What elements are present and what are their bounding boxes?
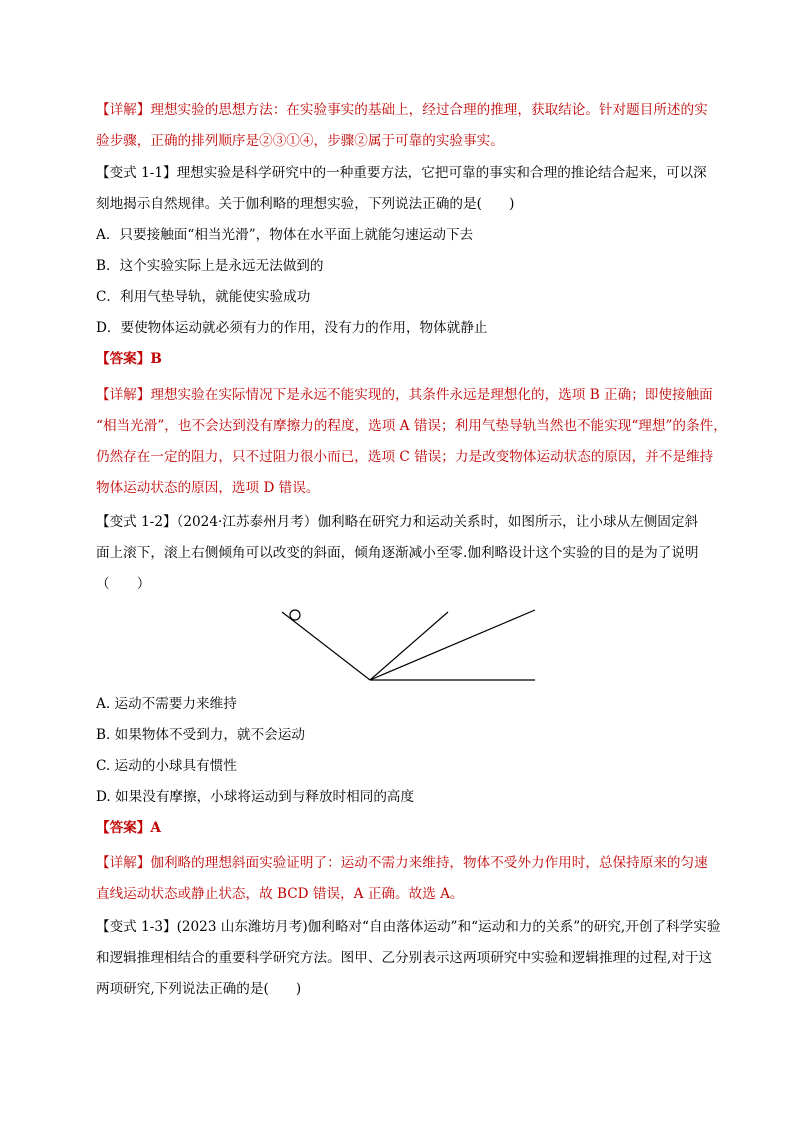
question-1-2 [96, 507, 736, 600]
text-line: 两项研究,下列说法正确的是( ) [96, 981, 302, 997]
text-line: 物体运动状态的原因，选项 D 错误。 [96, 480, 320, 496]
option-b: B. 如果物体不受到力，就不会运动 [96, 727, 305, 743]
option-d: D．要使物体运动就必须有力的作用，没有力的作用，物体就静止 [96, 320, 488, 336]
text-line: 仍然存在一定的阻力，只不过阻力很小而已，选项 C 错误；力是改变物体运动状态的原因，并不是维持 [96, 449, 714, 465]
text-line: 和逻辑推理相结合的重要科学研究方法。图甲、乙分别表示这两项研究中实验和逻辑推理的过程,对于这 [96, 950, 713, 966]
text-line: 直线运动状态或静止状态，故 BCD 错误，A 正确。故选 A。 [96, 886, 464, 902]
text-line: 【详解】理想实验的思想方法：在实验事实的基础上，经过合理的推理，获取结论。针对题目所述的实 [96, 102, 708, 118]
explanation-1 [96, 95, 736, 157]
text-line: 面上滚下，滚上右侧倾角可以改变的斜面，倾角逐渐减小至零.伽利略设计这个实验的目的是为了说明 [96, 545, 699, 561]
option-b: B．这个实验实际上是永远无法做到的 [96, 258, 324, 274]
option-d: D. 如果没有摩擦，小球将运动到与释放时相同的高度 [96, 789, 415, 805]
right-incline-shallow [370, 610, 535, 680]
option-a: A. 运动不需要力来维持 [96, 696, 237, 712]
question-1-3 [96, 912, 736, 1005]
text-line: （ ） [96, 576, 151, 592]
explanation-2 [96, 380, 736, 504]
left-incline [282, 612, 370, 680]
option-c: C．利用气垫导轨，就能使实验成功 [96, 289, 311, 305]
text-line: 【详解】伽利略的理想斜面实验证明了：运动不需力来维持，物体不受外力作用时，总保持原来的匀速 [96, 855, 708, 871]
explanation-3 [96, 848, 736, 910]
question-1-1 [96, 158, 736, 375]
option-a: A．只要接触面“相当光滑”，物体在水平面上就能匀速运动下去 [96, 227, 474, 243]
text-line: 验步骤，正确的排列顺序是②③①④，步骤②属于可靠的实验事实。 [96, 133, 504, 149]
text-line: “相当光滑”，也不会达到没有摩擦力的程度，选项 A 错误；利用气垫导轨当然也不能实现“理想”的条件， [96, 418, 727, 434]
answer: 【答案】A [96, 820, 161, 836]
text-line: 刻地揭示自然规律。关于伽利略的理想实验，下列说法正确的是( ) [96, 196, 515, 212]
answer: 【答案】B [96, 351, 162, 367]
incline-diagram [270, 600, 550, 690]
question-1-2-options [96, 689, 736, 844]
ball-icon [290, 610, 300, 620]
text-line: 【变式 1-1】理想实验是科学研究中的一种重要方法，它把可靠的事实和合理的推论结合起来，可以深 [96, 165, 707, 181]
right-incline-steep [370, 612, 448, 680]
text-line: 【变式 1-2】（2024·江苏泰州月考）伽利略在研究力和运动关系时，如图所示，让小球从左侧固定斜 [96, 514, 699, 530]
text-line: 【详解】理想实验在实际情况下是永远不能实现的，其条件永远是理想化的，选项 B 正确；即使接触面 [96, 387, 713, 403]
option-c: C. 运动的小球具有惯性 [96, 758, 237, 774]
text-line: 【变式 1-3】(2023 山东潍坊月考)伽利略对“自由落体运动”和“运动和力的关系”的研究,开创了科学实验 [96, 919, 721, 935]
